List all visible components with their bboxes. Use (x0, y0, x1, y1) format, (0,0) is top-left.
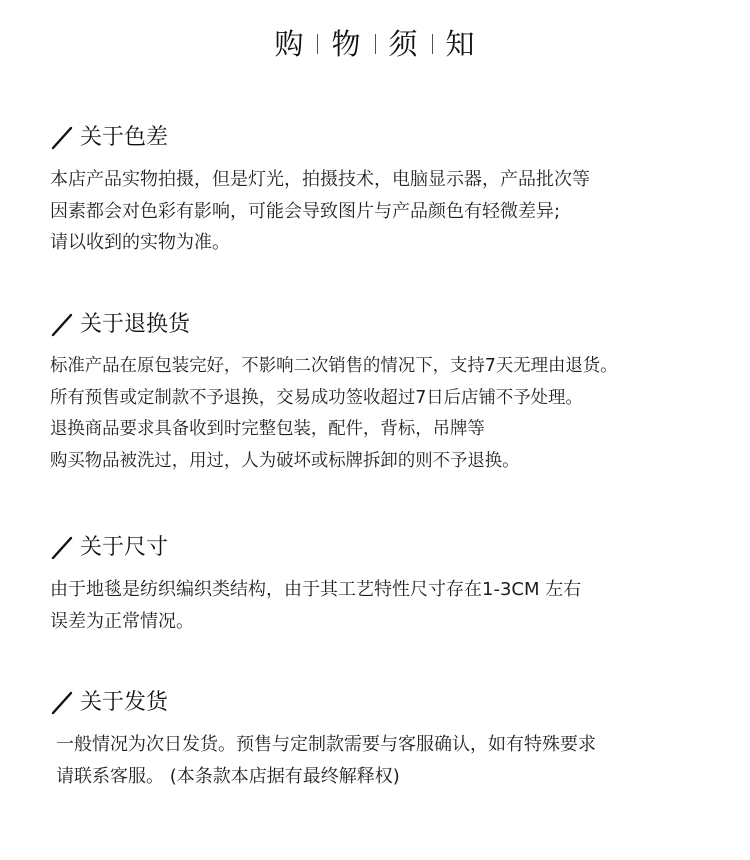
title-char: 知 (445, 27, 476, 61)
title-divider (432, 34, 433, 54)
section-heading-label: 关于色差 (80, 125, 169, 150)
title-char: 物 (331, 27, 362, 61)
paragraph-line: 所有预售或定制款不予退换，交易成功签收超过7日后店铺不予处理。 (50, 387, 583, 408)
paragraph-line: 一般情况为次日发货。预售与定制款需要与客服确认，如有特殊要求 (56, 734, 596, 755)
slash-icon (50, 690, 74, 716)
title-char: 须 (388, 27, 419, 61)
paragraph-line: 购买物品被洗过，用过，人为破坏或标牌拆卸的则不予退换。 (50, 450, 520, 471)
section-heading (50, 309, 740, 341)
page-title (0, 22, 750, 66)
title-divider (317, 34, 318, 54)
section-paragraph (50, 351, 740, 477)
section-paragraph (50, 164, 740, 259)
section-returns (50, 309, 740, 477)
paragraph-line: 误差为正常情况。 (50, 610, 194, 632)
section-heading-label: 关于发货 (80, 690, 169, 715)
paragraph-line: 请以收到的实物为准。 (50, 232, 230, 253)
section-heading-label: 关于退换货 (80, 312, 191, 337)
title-divider (375, 34, 376, 54)
section-heading (50, 532, 740, 564)
section-color-difference (50, 122, 740, 259)
paragraph-line: 标准产品在原包装完好，不影响二次销售的情况下，支持7天无理由退货。 (50, 356, 618, 376)
section-shipping (50, 687, 740, 792)
slash-icon (50, 125, 74, 151)
slash-icon (50, 535, 74, 561)
paragraph-line: 因素都会对色彩有影响，可能会导致图片与产品颜色有轻微差异; (50, 200, 561, 222)
section-heading (50, 122, 740, 154)
section-paragraph (50, 729, 740, 792)
paragraph-line: 退换商品要求具备收到时完整包装，配件，背标，吊牌等 (50, 419, 485, 439)
paragraph-line: 由于地毯是纺织编织类结构，由于其工艺特性尺寸存在1-3CM 左右 (50, 579, 582, 600)
slash-icon (50, 312, 74, 338)
section-heading (50, 687, 740, 719)
title-char: 购 (274, 27, 305, 61)
paragraph-line: 本店产品实物拍摄，但是灯光，拍摄技术，电脑显示器，产品批次等 (50, 169, 590, 190)
paragraph-line: 请联系客服。 (本条款本店据有最终解释权) (56, 765, 400, 787)
section-heading-label: 关于尺寸 (80, 535, 169, 560)
section-paragraph (50, 574, 740, 637)
section-size (50, 532, 740, 637)
